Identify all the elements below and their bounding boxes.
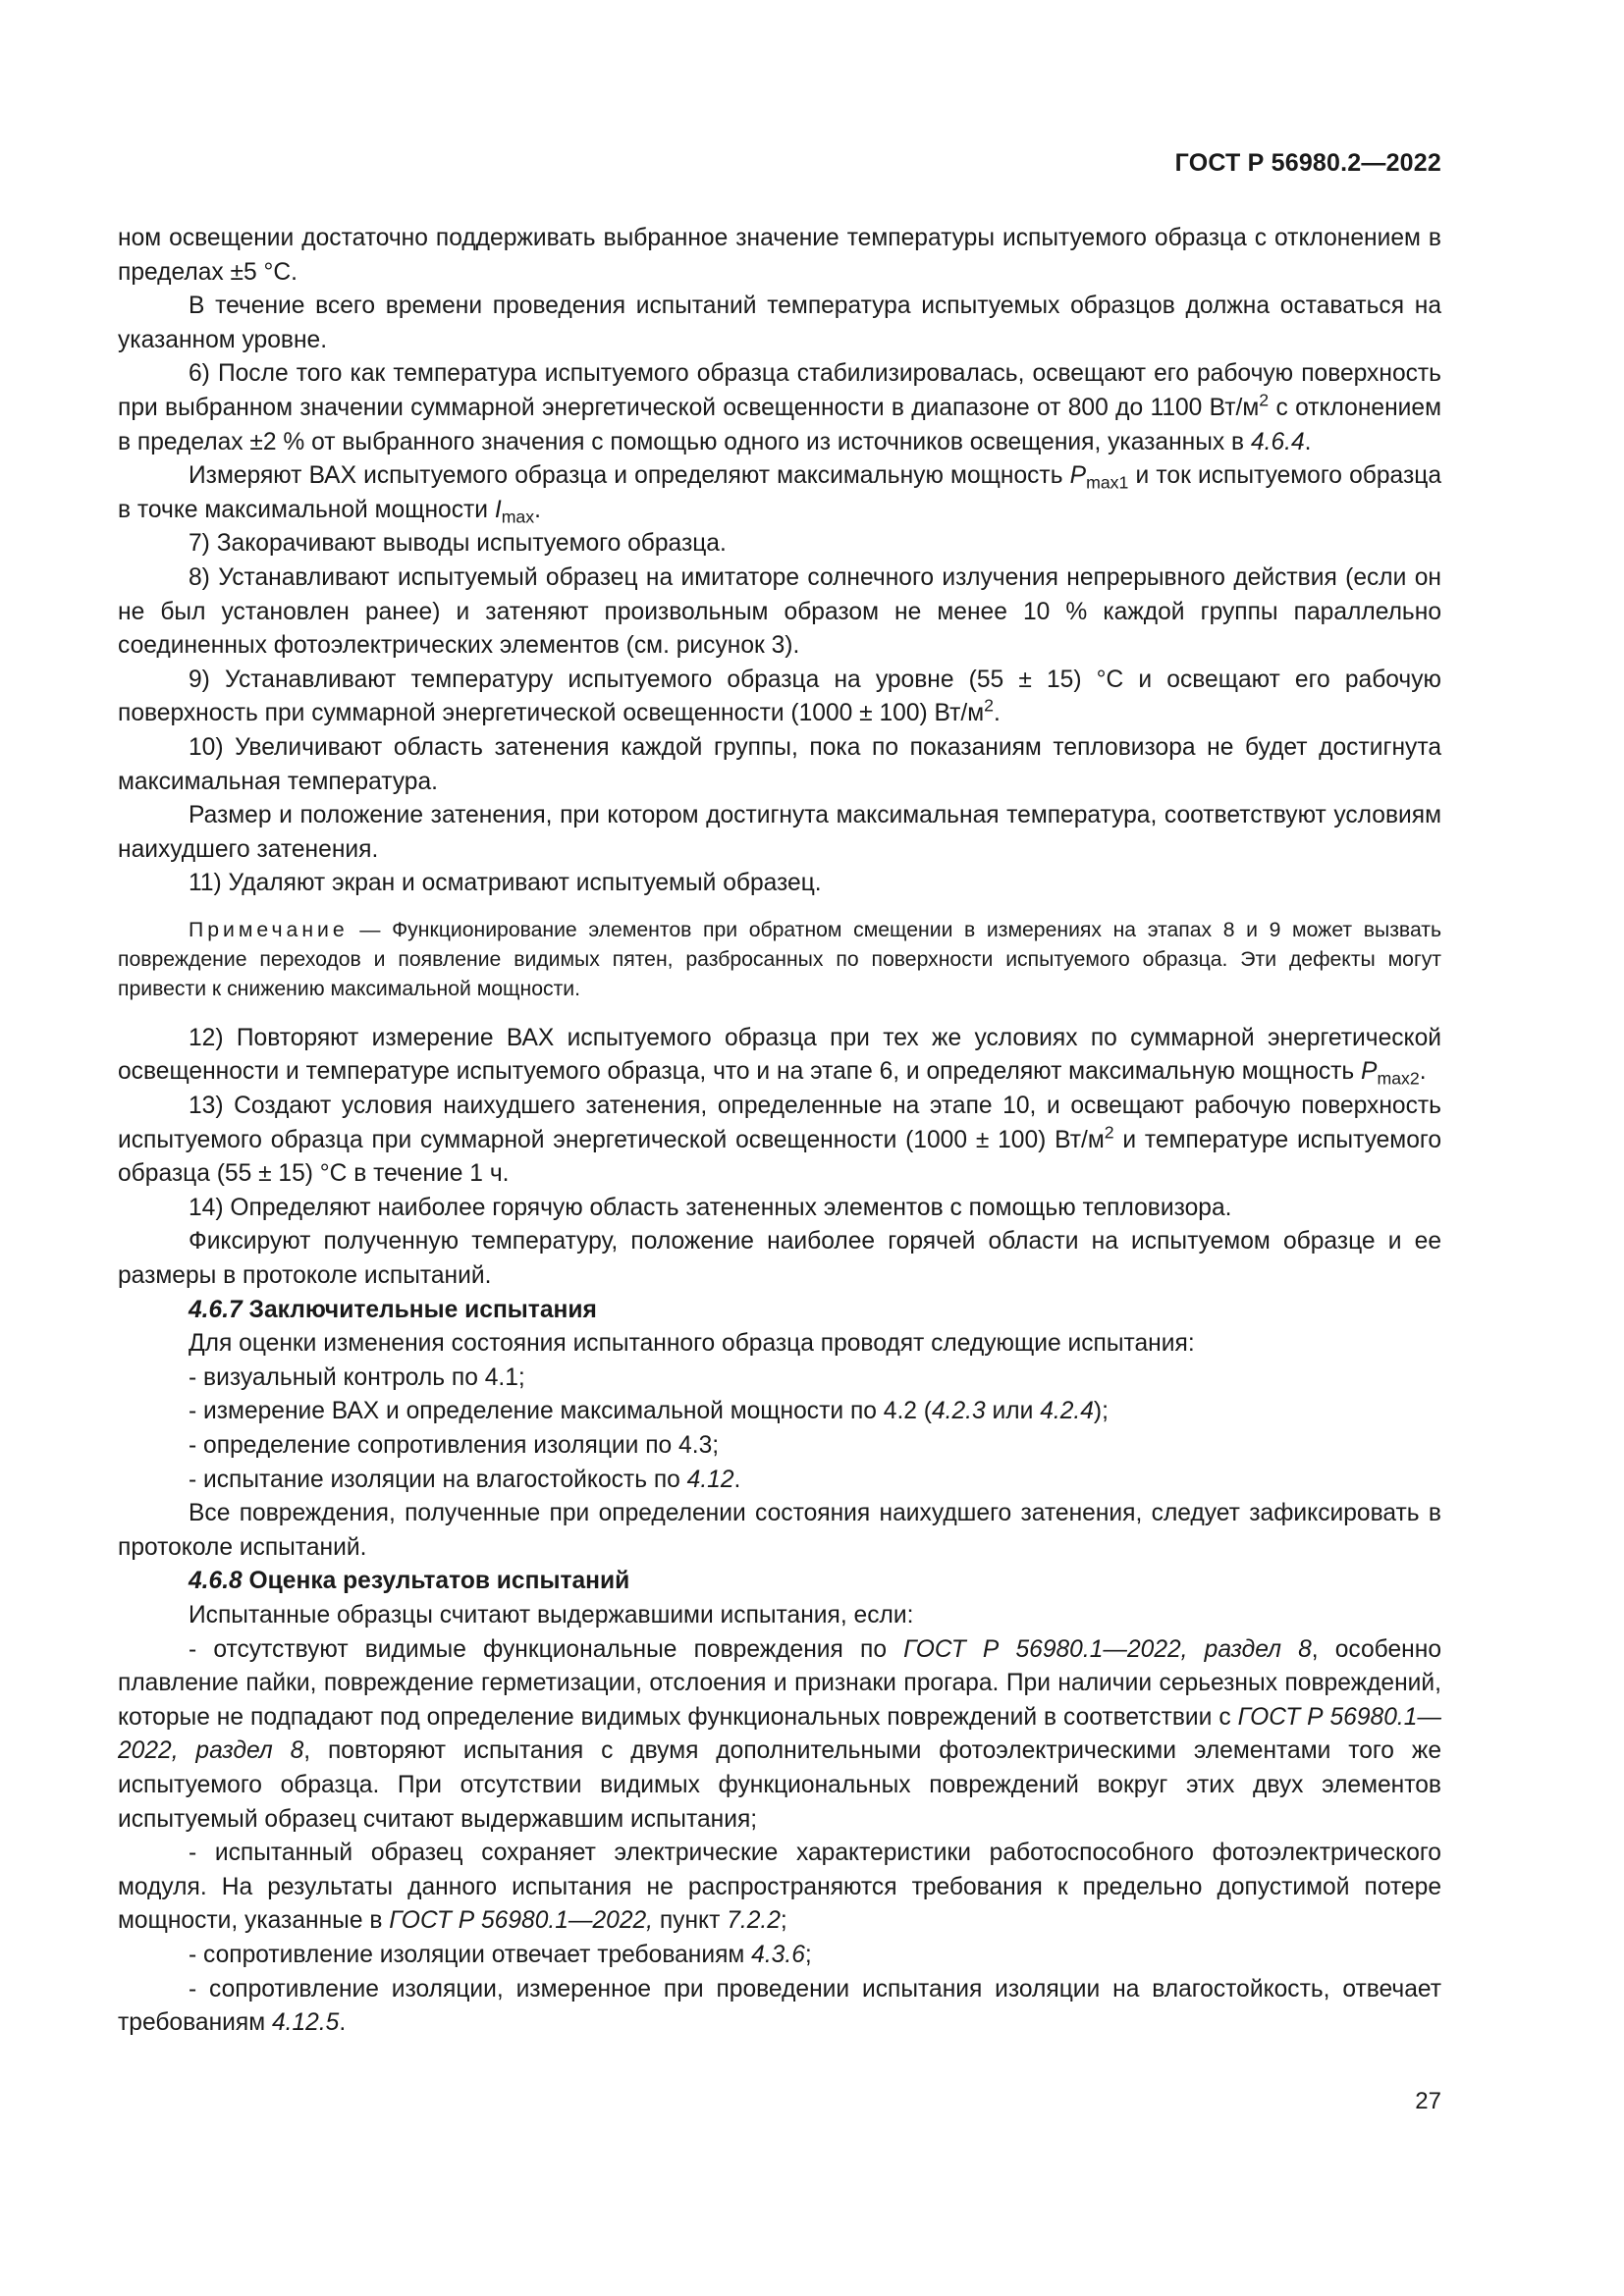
- step-6: 6) После того как температура испытуемого образца стабилизировалась, освещают его рабочую поверхность при выбранном значении суммарной энергетической освещенности в диапазоне от 800 до 1100 $Вт/м^2$ с отклонением в пределах ±2 % от выбранного значения с помощью одного из источников освещения, указанных в 4.6.4.: [118, 360, 1441, 455]
- step-13: 13) Создают условия наихудшего затенения, определенные на этапе 10, и освещают рабочую поверхность испытуемого образца при суммарной энергетической освещенности (1000 ± 100) $Вт/м^2$ и температуре испытуемого образца (55 ± 15) °С в течение 1 ч.: [118, 1093, 1441, 1188]
- step-11: 11) Удаляют экран и осматривают испытуемый образец.: [189, 870, 822, 897]
- paragraph: Размер и положение затенения, при котором достигнута максимальная температура, соответствуют условиям наихудшего затенения.: [118, 802, 1441, 863]
- paragraph: Для оценки изменения состояния испытанного образца проводят следующие испытания:: [189, 1330, 1195, 1358]
- paragraph: Измеряют ВАХ испытуемого образца и определяют максимальную мощность $P_{max1}$ и ток испытуемого образца в точке максимальной мощности $I_{max}$.: [118, 462, 1441, 527]
- list-item: - испытание изоляции на влагостойкость по 4.12.: [189, 1466, 741, 1493]
- criteria-item: - сопротивление изоляции, измеренное при проведении испытания изоляции на влагостойкость, отвечает требованиям 4.12.5.: [118, 1975, 1441, 2037]
- step-7: 7) Закорачивают выводы испытуемого образца.: [189, 530, 727, 558]
- note-label: Примечание: [189, 918, 349, 941]
- document-body: [118, 222, 1441, 2041]
- section-heading-4-6-7: 4.6.7 Заключительные испытания: [189, 1296, 597, 1323]
- page-number: 27: [1415, 2088, 1441, 2114]
- list-item: - измерение ВАХ и определение максимальной мощности по 4.2 (4.2.3 или 4.2.4);: [189, 1398, 1109, 1425]
- step-14: 14) Определяют наиболее горячую область затененных элементов с помощью тепловизора.: [189, 1194, 1232, 1221]
- paragraph: В течение всего времени проведения испытаний температура испытуемых образцов должна оставаться на указанном уровне.: [118, 293, 1441, 353]
- note: Примечание — Функционирование элементов при обратном смещении в измерениях на этапах 8 и 9 может вызвать повреждение переходов и появление видимых пятен, разбросанных по поверхности испытуемого образца. Эти дефекты могут привести к снижению максимальной мощности.: [118, 918, 1441, 1000]
- cross-reference: 4.6.4: [1250, 428, 1305, 455]
- section-heading-4-6-8: 4.6.8 Оценка результатов испытаний: [189, 1568, 630, 1595]
- paragraph: Фиксируют полученную температуру, положение наиболее горячей области на испытуемом образце и ее размеры в протоколе испытаний.: [118, 1228, 1441, 1290]
- paragraph: ном освещении достаточно поддерживать выбранное значение температуры испытуемого образца с отклонением в пределах ±5 °С.: [118, 225, 1441, 286]
- step-8: 8) Устанавливают испытуемый образец на имитаторе солнечного излучения непрерывного действия (если он не был установлен ранее) и затеняют произвольным образом не менее 10 % каждой группы параллельно соединенных фотоэлектрических элементов (см. рисунок 3).: [118, 563, 1441, 660]
- step-12: 12) Повторяют измерение ВАХ испытуемого образца при тех же условиях по суммарной энергетической освещенности и температуре испытуемого образца, что и на этапе 6, и определяют максимальную мощность $P_{max2}$.: [118, 1024, 1441, 1090]
- criteria-item: - сопротивление изоляции отвечает требованиям 4.3.6;: [189, 1941, 812, 1968]
- step-10: 10) Увеличивают область затенения каждой группы, пока по показаниям тепловизора не будет достигнута максимальная температура.: [118, 733, 1441, 795]
- list-item: - визуальный контроль по 4.1;: [189, 1363, 525, 1391]
- list-item: - определение сопротивления изоляции по 4.3;: [189, 1432, 720, 1459]
- document-header: ГОСТ Р 56980.2—2022: [1174, 149, 1441, 177]
- step-9: 9) Устанавливают температуру испытуемого образца на уровне (55 ± 15) °С и освещают его рабочую поверхность при суммарной энергетической освещенности (1000 ± 100) $Вт/м^2$.: [118, 666, 1441, 727]
- criteria-item: - отсутствуют видимые функциональные повреждения по ГОСТ Р 56980.1—2022, раздел 8, особенно плавление пайки, повреждение герметизации, отслоения и признаки прогара. При наличии серьезных повреждений, которые не подпадают под определение видимых функциональных повреждений в соответствии с ГОСТ Р 56980.1—2022, раздел 8, повторяют испытания с двумя дополнительными фотоэлектрическими элементами того же испытуемого образца. При отсутствии видимых функциональных повреждений вокруг этих двух элементов испытуемый образец считают выдержавшим испытания;: [118, 1635, 1441, 1833]
- paragraph: Испытанные образцы считают выдержавшими испытания, если:: [189, 1601, 914, 1629]
- criteria-item: - испытанный образец сохраняет электрические характеристики работоспособного фотоэлектрического модуля. На результаты данного испытания не распространяются требования к предельно допустимой потере мощности, указанные в ГОСТ Р 56980.1—2022, пункт 7.2.2;: [118, 1840, 1441, 1935]
- paragraph: Все повреждения, полученные при определении состояния наихудшего затенения, следует зафиксировать в протоколе испытаний.: [118, 1500, 1441, 1561]
